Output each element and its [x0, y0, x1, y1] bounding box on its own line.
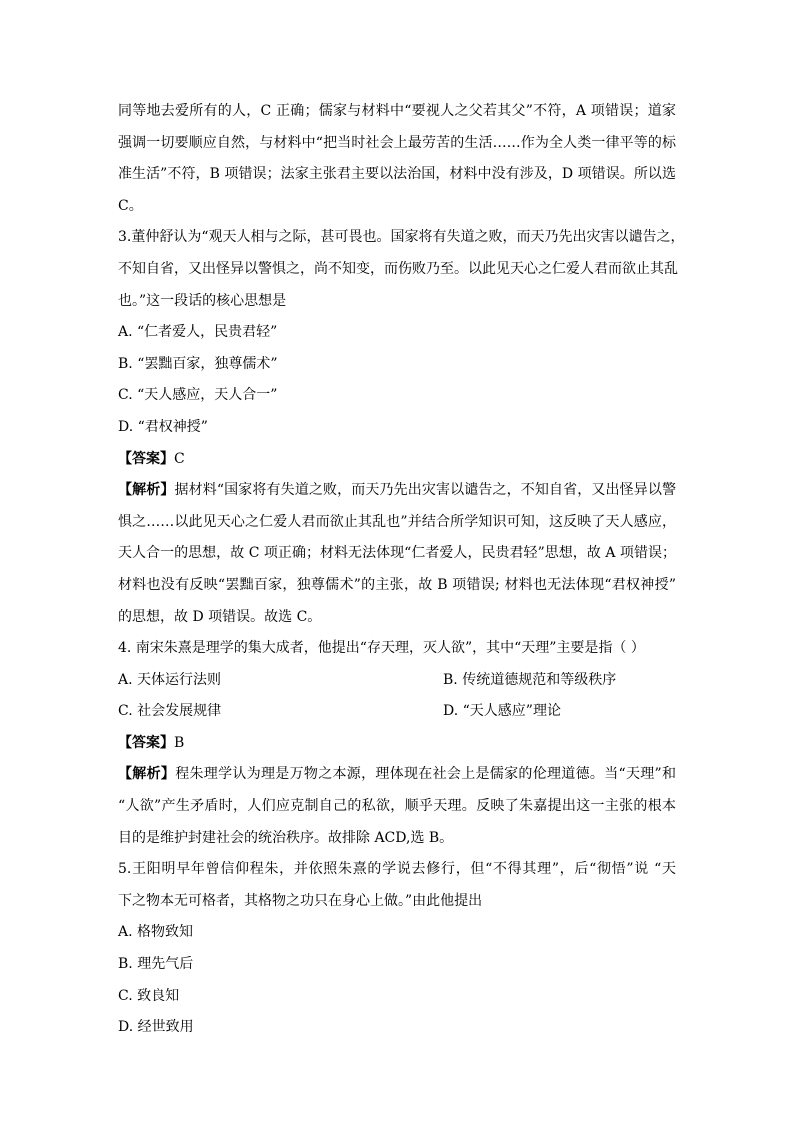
- analysis-text: 惧之……以此见天心之仁爱人君而欲止其乱也”并结合所学知识可知，这反映了天人感应，: [118, 513, 676, 530]
- analysis-text: 天人合一的思想，故 C 项正确；材料无法体现“仁者爱人，民贵君轻”思想，故 A 项错误；: [118, 545, 676, 562]
- answer-line: [118, 444, 676, 476]
- option-c: C. 致良知: [118, 987, 180, 1004]
- analysis-text: 据材料“国家将有失道之败，而天乃先出灾害以谴告之，不知自省，又出怪异以警: [174, 482, 677, 499]
- text-line: 强调一切要顺应自然，与材料中“把当时社会上最劳苦的生活……作为全人类一律平等的标: [118, 134, 676, 151]
- answer-label: 【答案】: [118, 734, 174, 751]
- option-b: B. 理先气后: [118, 956, 194, 973]
- question-stem: 下之物本无可格者，其格物之功只在身心上做。”由此他提出: [118, 892, 483, 909]
- option-a: A. “仁者爱人，民贵君轻”: [118, 324, 278, 341]
- analysis-text: 目的是维护封建社会的统治秩序。故排除 ACD,选 B。: [118, 829, 454, 846]
- question-stem: 5.王阳明早年曾信仰程朱，并依照朱熹的学说去修行，但“不得其理”，后“彻悟”说 “天: [118, 861, 676, 878]
- analysis-line: [118, 475, 676, 507]
- analysis-line: [118, 759, 676, 791]
- question-stem: 4. 南宋朱熹是理学的集大成者，他提出“存天理，灭人欲”，其中“天理”主要是指（ ）: [118, 640, 645, 657]
- option-d: D. “天人感应”理论: [443, 703, 561, 720]
- options-row: [118, 696, 676, 728]
- analysis-text: “人欲”产生矛盾时，人们应克制自己的私欲，顺乎天理。反映了朱嘉提出这一主张的根本: [118, 798, 676, 815]
- answer-value: B: [174, 734, 185, 751]
- option-b: B. “罢黜百家，独尊儒术”: [118, 355, 278, 372]
- analysis-text: 材料也没有反映“罢黜百家，独尊儒术”的主张，故 B 项错误; 材料也无法体现“君权神授”: [118, 576, 676, 593]
- question-stem: 不知自省，又出怪异以警惧之，尚不知变，而伤败乃至。以此见天心之仁爱人君而欲止其乱: [118, 260, 678, 277]
- option-c: C. “天人感应，天人合一”: [118, 387, 278, 404]
- option-d: D. “君权神授”: [118, 418, 208, 435]
- question-stem: 也。”这一段话的核心思想是: [118, 292, 287, 309]
- analysis-label: 【解析】: [118, 766, 176, 783]
- question-4: [118, 633, 676, 854]
- text-line: C。: [118, 197, 143, 214]
- option-a: A. 格物致知: [118, 924, 194, 941]
- q2-analysis-tail: [118, 96, 676, 222]
- analysis-label: 【解析】: [118, 482, 175, 499]
- analysis-text: 的思想，故 D 项错误。故选 C。: [118, 608, 322, 625]
- answer-value: C: [174, 450, 185, 467]
- text-line: 同等地去爱所有的人，C 正确；儒家与材料中“要视人之父若其父”不符，A 项错误；道家: [118, 103, 676, 119]
- document-page: [118, 96, 685, 1044]
- text-line: 准生活”不符，B 项错误；法家主张君主要以法治国，材料中没有涉及，D 项错误。所以选: [118, 166, 676, 183]
- question-5: [118, 854, 676, 1044]
- options-row: [118, 665, 676, 697]
- option-d: D. 经世致用: [118, 1019, 194, 1036]
- answer-label: 【答案】: [118, 450, 174, 467]
- answer-line: [118, 728, 676, 760]
- question-stem: 3.董仲舒认为“观天人相与之际，甚可畏也。国家将有失道之败，而天乃先出灾害以谴告之，: [118, 229, 685, 246]
- option-c: C. 社会发展规律: [118, 703, 222, 720]
- analysis-text: 程朱理学认为理是万物之本源，理体现在社会上是儒家的伦理道德。当“天理”和: [175, 766, 677, 783]
- question-3: [118, 222, 685, 633]
- option-a: A. 天体运行法则: [118, 671, 222, 688]
- option-b: B. 传统道德规范和等级秩序: [443, 671, 617, 688]
